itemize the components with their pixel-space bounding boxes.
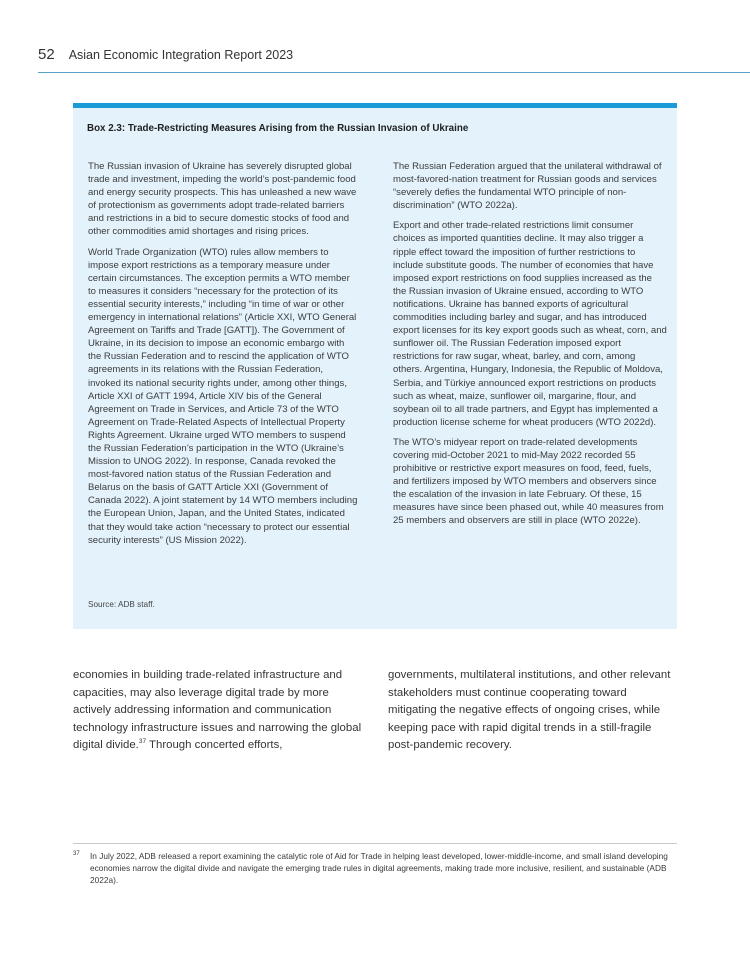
body-left-column xyxy=(73,667,363,755)
page-header xyxy=(38,46,293,63)
footnote-rule xyxy=(73,843,677,844)
header-rule xyxy=(38,72,750,73)
body-text-continued: Through concerted efforts, xyxy=(146,739,283,751)
footnote-mark: 37 xyxy=(73,851,80,857)
box-paragraph: Export and other trade-related restrictions limit consumer choices as imported quantities decline. It may also trigger a ripple effect toward the imposition of further restrictions to include substitute goods. The number of economies that have imposed export restrictions on food supplies increased as the the Russian invasion of Ukraine ensued, according to WTO notifications. Ukraine has banned exports of agricultural commodities including barley and sugar, and has introduced export licenses for its key export goods such as wheat, corn, and sunflower oil. The Russian Federation imposed export restrictions for raw sugar, wheat, barley, and corn, among others. Argentina, Hungary, Indonesia, the Republic of Moldova, Serbia, and Türkiye announced export restrictions on products such as wheat, maize, sunflower oil, margarine, flour, and soybean oil to all trade partners, and Egypt has implemented a production license scheme for wheat producers (WTO 2022d). xyxy=(393,220,667,428)
box-paragraph: World Trade Organization (WTO) rules allow members to impose export restrictions as a temporary measure under certain circumstances. The exception permits a WTO member to measures it considers “necessary for the protection of its essential security interests,” including “in time of war or other emergency in international relations” (Article XXI, WTO General Agreement on Tariffs and Trade [GATT]). The Government of Ukraine, in its decision to impose an economic embargo with the Russian Federation and to rescind the application of WTO agreements in its relations with the Russian Federation, invoked its national security rights under, among other things, Article XXI of GATT 1994, Article XIV bis of the General Agreement on Trade in Services, and Article 73 of the WTO Agreement on Trade-Related Aspects of Intellectual Property Rights Agreement. Ukraine urged WTO members to suspend the Russian Federation’s participation in the WTO (Ukraine’s Mission to UNOG 2022). In response, Canada revoked the most-favored nation status of the Russian Federation and Belarus on the basis of GATT Article XXI (Government of Canada 2022). A joint statement by 14 WTO members including the European Union, Japan, and the United States, indicated that they would take action “necessary to protect our essential security interests” (US Mission 2022). xyxy=(88,246,358,546)
page-number: 52 xyxy=(38,46,55,63)
box-title: Box 2.3: Trade-Restricting Measures Arising from the Russian Invasion of Ukraine xyxy=(87,123,469,134)
box-left-column xyxy=(88,160,358,554)
body-text: economies in building trade-related infrastructure and capacities, may also leverage digital trade by more actively addressing information and communication technology infrastructure issues and narrowing the global digital divide. xyxy=(73,669,362,751)
running-title: Asian Economic Integration Report 2023 xyxy=(68,48,294,62)
box-paragraph: The Russian invasion of Ukraine has severely disrupted global trade and investment, impeding the world’s post-pandemic food and energy security prospects. This has unleashed a new wave of protectionism as governments adopt trade-related barriers and restrictions in a bid to secure domestic stocks of food and other commodities amid shortages and rising prices. xyxy=(88,161,357,238)
body-paragraph: governments, multilateral institutions, and other relevant stakeholders must continue cooperating toward mitigating the negative effects of ongoing crises, while keeping pace with rapid digital trends in a still-fragile post-pandemic recovery. xyxy=(388,669,671,751)
box-source: Source: ADB staff. xyxy=(88,600,155,609)
footnote xyxy=(73,850,677,887)
body-right-column xyxy=(388,667,678,755)
footnote-text: In July 2022, ADB released a report examining the catalytic role of Aid for Trade in helping least developed, lower-middle-income, and small island developing economies narrow the digital divide and navigate the emerging trade rules in digital agreements, making trade more inclusive, resilient, and sustainable (ADB 2022a). xyxy=(90,851,668,886)
footnote-reference[interactable]: 37 xyxy=(138,738,147,746)
box-paragraph: The WTO’s midyear report on trade-related developments covering mid-October 2021 to mid-May 2022 recorded 55 prohibitive or restrictive export measures on food, feed, fuels, and fertilizers imposed by WTO members and observers since the escalation of the invasion in late February. Of these, 15 measures have since been phased out, while 40 measures from 25 members and observers are still in place (WTO 2022e). xyxy=(393,436,664,527)
box-2-3 xyxy=(73,103,677,629)
box-right-column xyxy=(393,160,667,535)
body-paragraph xyxy=(73,667,363,755)
box-paragraph: The Russian Federation argued that the unilateral withdrawal of most-favored-nation treatment for Russian goods and services “severely defies the fundamental WTO principle of non-discrimination” (WTO 2022a). xyxy=(393,161,662,212)
